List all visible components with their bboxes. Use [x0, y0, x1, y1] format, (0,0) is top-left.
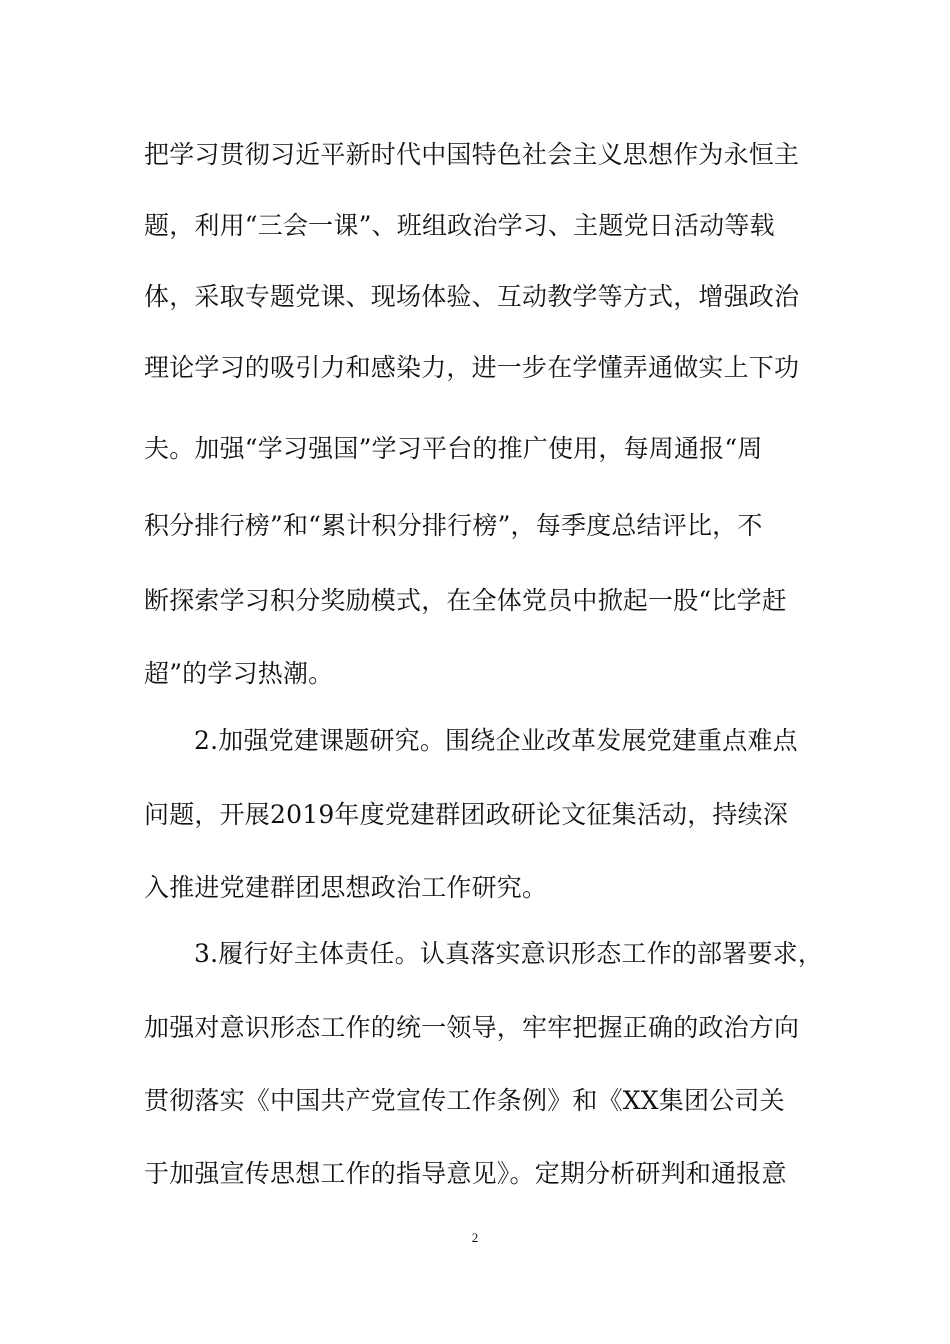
paragraph-heading-line: 2.加强党建课题研究。围绕企业改革发展党建重点难点 [194, 726, 798, 755]
text-line: 入推进党建群团思想政治工作研究。 [144, 873, 548, 902]
text-line: 超”的学习热潮。 [144, 659, 334, 688]
text-line: 加强对意识形态工作的统一领导，牢牢把握正确的政治方向 [144, 1013, 800, 1042]
page-number: 2 [471, 1230, 479, 1245]
text-line: 理论学习的吸引力和感染力，进一步在学懂弄通做实上下功 [144, 353, 800, 382]
text-line: 问题，开展2019年度党建群团政研论文征集活动，持续深 [144, 800, 789, 829]
paragraph-heading-line: 3.履行好主体责任。认真落实意识形态工作的部署要求， [194, 939, 824, 968]
text-line: 题，利用“三会一课”、班组政治学习、主题党日活动等载 [144, 211, 775, 240]
text-line: 把学习贯彻习近平新时代中国特色社会主义思想作为永恒主 [144, 140, 800, 169]
text-line: 夫。加强“学习强国”学习平台的推广使用，每周通报“周 [144, 434, 763, 463]
text-line: 体，采取专题党课、现场体验、互动教学等方式，增强政治 [144, 282, 800, 311]
text-line: 积分排行榜”和“累计积分排行榜”，每季度总结评比，不 [144, 511, 763, 540]
text-line: 断探索学习积分奖励模式，在全体党员中掀起一股“比学赶 [144, 586, 787, 615]
text-line: 于加强宣传思想工作的指导意见》。定期分析研判和通报意 [144, 1159, 787, 1188]
text-line: 贯彻落实《中国共产党宣传工作条例》和《XX集团公司关 [144, 1086, 785, 1115]
